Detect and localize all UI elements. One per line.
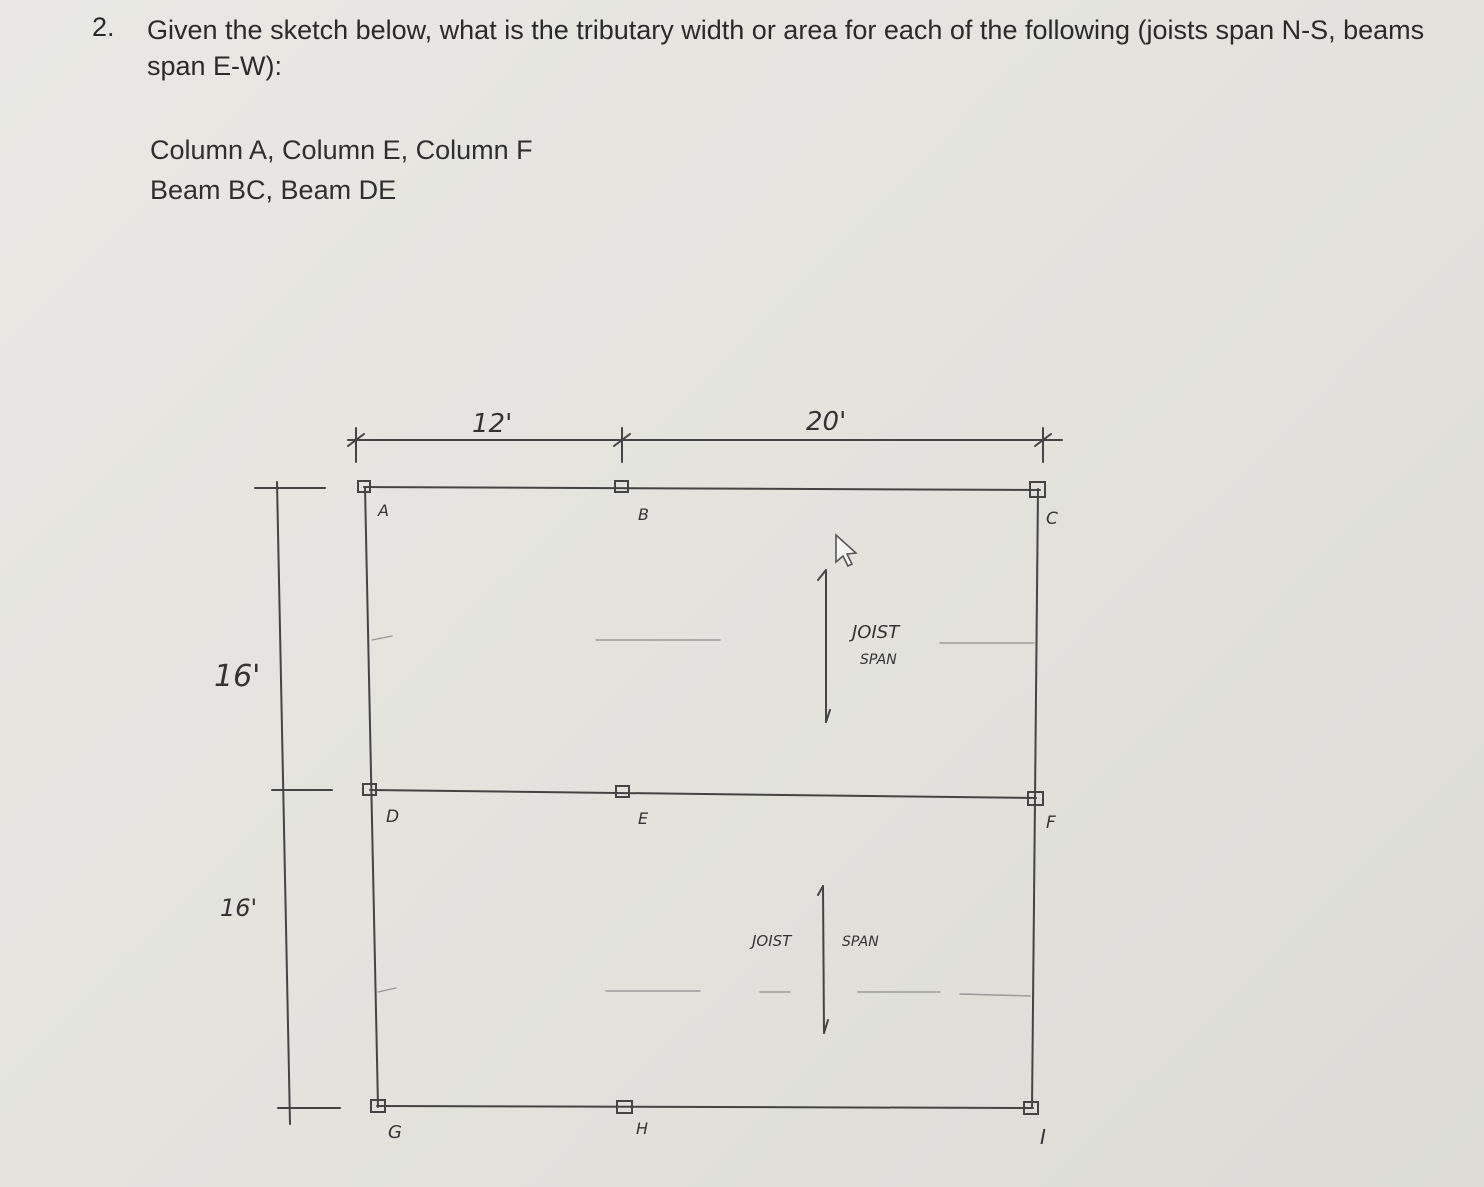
joist-span-label-1-line1: JOIST [852,622,900,643]
dim-label-20: 20' [806,407,847,437]
item-beams: Beam BC, Beam DE [150,175,397,205]
dim-label-16-top: 16' [214,659,261,694]
column-b [615,481,628,492]
dim-label-12: 12' [472,409,513,439]
beam-ghi [377,1106,1033,1108]
line-a-g [365,487,378,1107]
item-columns: Column A, Column E, Column F [150,135,533,165]
joist-span-label-2-line1: JOIST [752,932,792,950]
label-f: F [1046,813,1056,833]
label-e: E [638,809,649,828]
beam-abc [364,487,1040,490]
label-d: D [386,807,400,827]
dim-line-left [277,482,290,1124]
label-i: I [1040,1125,1046,1149]
beam-def [370,790,1036,798]
question-number: 2. [92,12,115,42]
joist-arrow-2 [823,886,824,1033]
question-text: Given the sketch below, what is the tributary width or area for each of the following (joists span N-S, beams span E-W): [147,15,1425,81]
joist-span-label-2-line2: SPAN [842,934,879,950]
mouse-cursor [836,535,856,566]
dim-label-16-bottom: 16' [220,894,258,922]
label-g: G [388,1122,402,1143]
joist-span-label-1-line2: SPAN [860,652,897,668]
label-b: B [638,505,649,524]
label-c: C [1046,509,1058,529]
label-h: H [636,1119,649,1138]
column-e [616,786,629,797]
label-a: A [378,501,389,520]
